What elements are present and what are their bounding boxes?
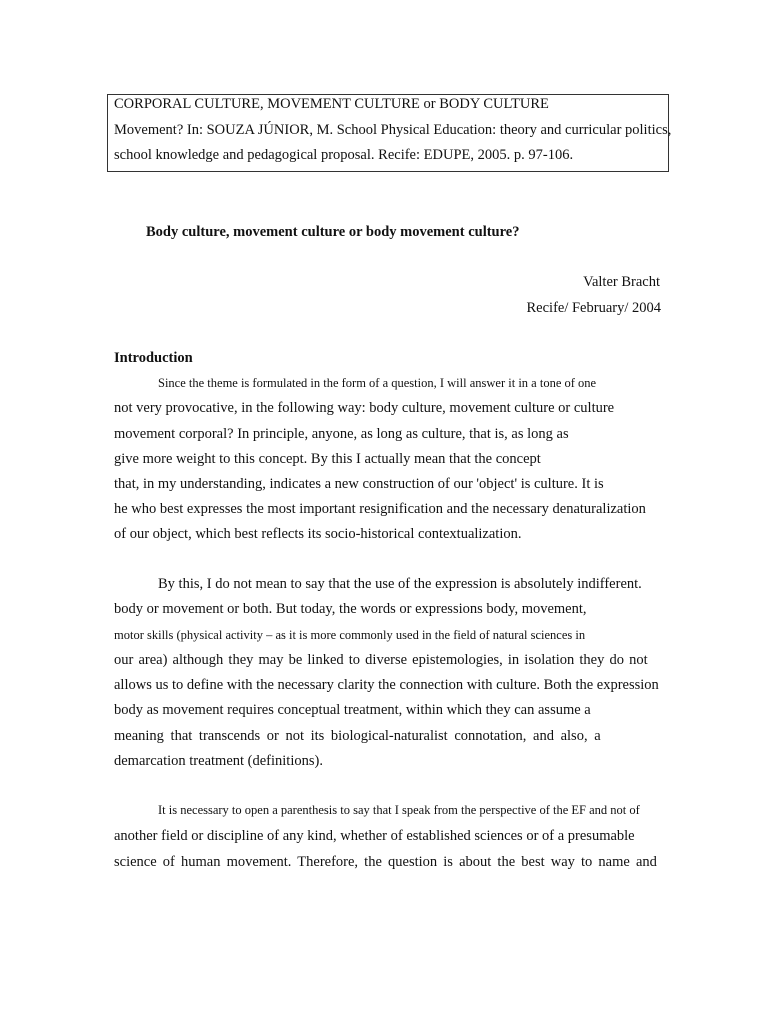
- paragraph-2-line: body as movement requires conceptual treatment, within which they can assume a: [114, 702, 591, 718]
- paragraph-1-line: give more weight to this concept. By this I actually mean that the concept: [114, 451, 541, 467]
- paragraph-3-line: science of human movement. Therefore, the question is about the best way to name and: [114, 854, 657, 870]
- paragraph-1-line: movement corporal? In principle, anyone, as long as culture, that is, as long as: [114, 426, 569, 442]
- paragraph-1-line: he who best expresses the most important resignification and the necessary denaturalization: [114, 501, 646, 517]
- paragraph-2-line: body or movement or both. But today, the words or expressions body, movement,: [114, 601, 587, 617]
- paragraph-1-line: not very provocative, in the following way: body culture, movement culture or culture: [114, 400, 615, 416]
- reference-line-2: Movement? In: SOUZA JÚNIOR, M. School Physical Education: theory and curricular politics,: [114, 122, 672, 138]
- author-name: Valter Bracht: [583, 274, 660, 290]
- document-title: Body culture, movement culture or body movement culture?: [146, 224, 520, 240]
- reference-line-1: CORPORAL CULTURE, MOVEMENT CULTURE or BODY CULTURE: [114, 96, 549, 112]
- paragraph-3-line: another field or discipline of any kind, whether of established sciences or of a presumable: [114, 828, 635, 844]
- paragraph-2-line: motor skills (physical activity – as it is more commonly used in the field of natural sciences in: [114, 628, 586, 642]
- paragraph-1-line: of our object, which best reflects its socio-historical contextualization.: [114, 526, 522, 542]
- paragraph-1-line: that, in my understanding, indicates a new construction of our 'object' is culture. It is: [114, 476, 604, 492]
- paragraph-1-line: Since the theme is formulated in the form of a question, I will answer it in a tone of one: [158, 376, 597, 390]
- paragraph-2-line: allows us to define with the necessary clarity the connection with culture. Both the expression: [114, 677, 659, 693]
- paragraph-2-line: our area) although they may be linked to diverse epistemologies, in isolation they do not: [114, 652, 648, 668]
- place-date: Recife/ February/ 2004: [526, 300, 661, 316]
- paragraph-2-line: demarcation treatment (definitions).: [114, 753, 323, 769]
- section-heading: Introduction: [114, 350, 193, 366]
- paragraph-3-line: It is necessary to open a parenthesis to say that I speak from the perspective of the EF and not of: [158, 803, 640, 817]
- paragraph-2-line: meaning that transcends or not its biological-naturalist connotation, and also, a: [114, 728, 601, 744]
- reference-line-3: school knowledge and pedagogical proposal. Recife: EDUPE, 2005. p. 97-106.: [114, 147, 574, 163]
- paragraph-2-line: By this, I do not mean to say that the use of the expression is absolutely indifferent.: [158, 576, 642, 592]
